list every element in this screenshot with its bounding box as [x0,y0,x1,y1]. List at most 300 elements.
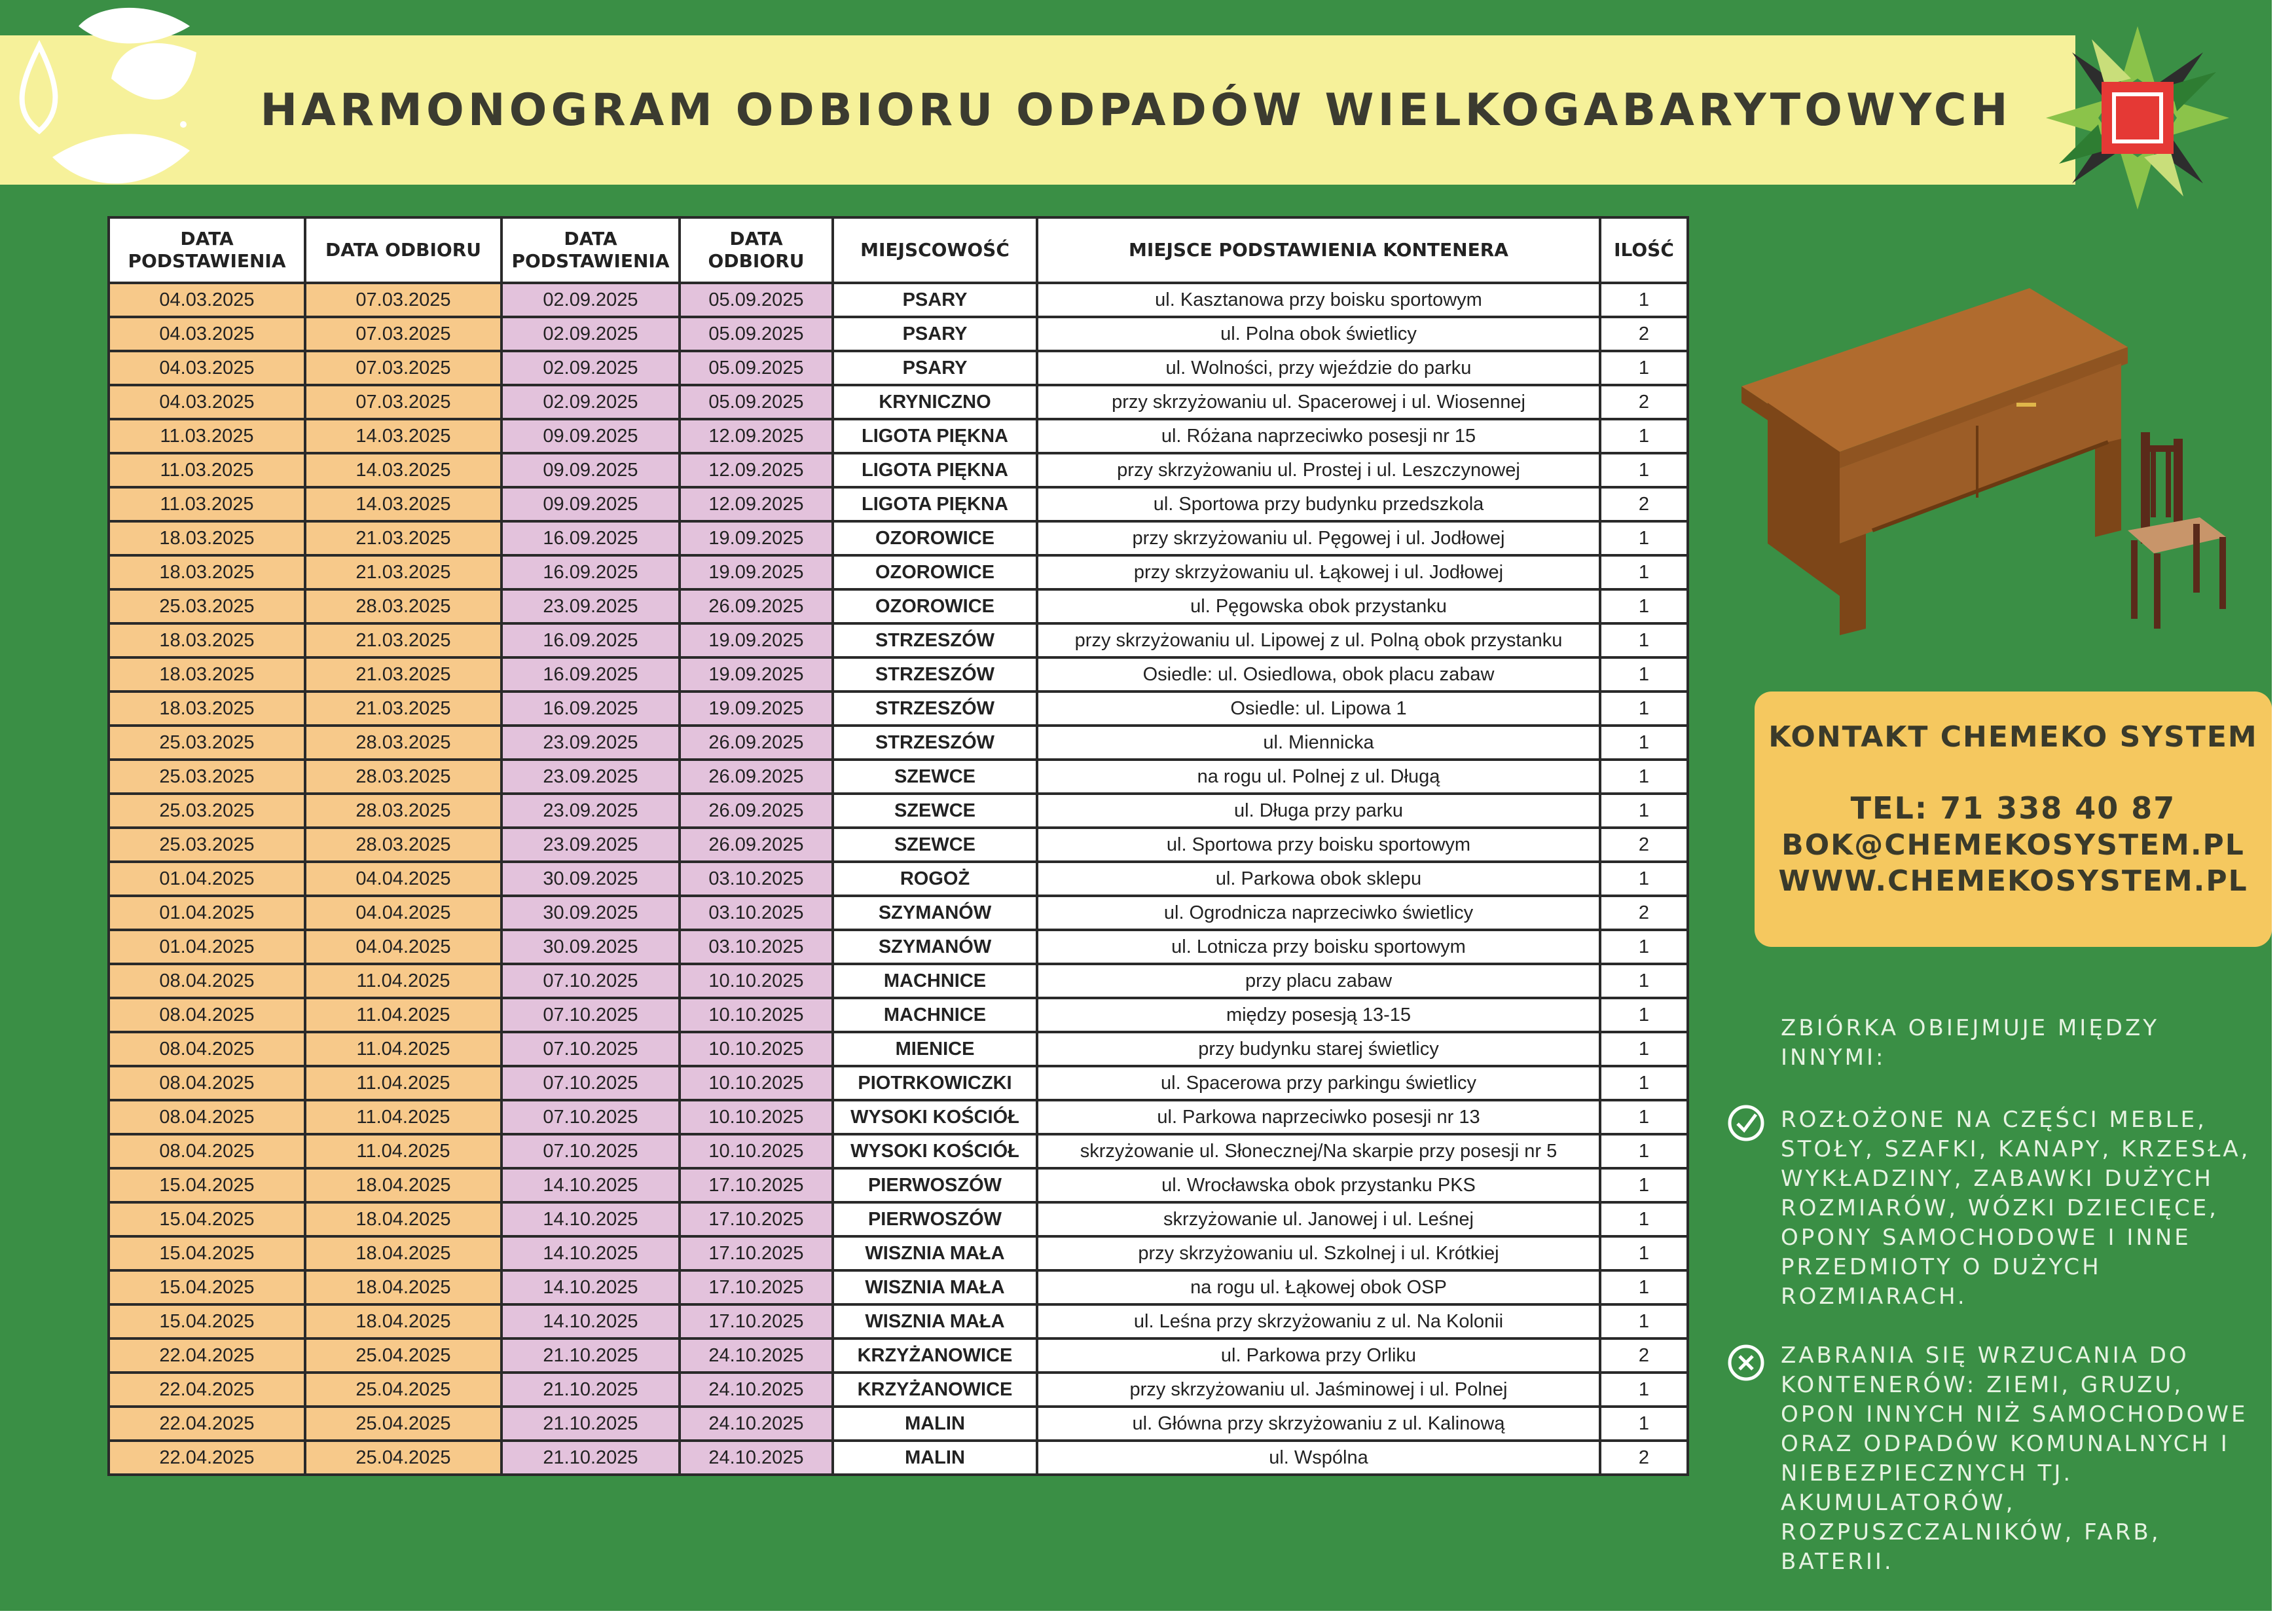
table-row [109,1134,1688,1168]
table-row [109,657,1688,692]
cell-pickup-date-autumn: 19.09.2025 [680,521,833,555]
table-row [109,1066,1688,1100]
cell-pickup-date-spring: 18.04.2025 [305,1168,501,1202]
cell-container-location: ul. Lotnicza przy boisku sportowym [1037,930,1600,964]
cell-container-location: skrzyżowanie ul. Janowej i ul. Leśnej [1037,1202,1600,1236]
cell-delivery-date-autumn: 30.09.2025 [501,930,680,964]
cell-container-location: ul. Sportowa przy budynku przedszkola [1037,487,1600,521]
cell-delivery-date-autumn: 23.09.2025 [501,726,680,760]
cell-delivery-date-spring: 15.04.2025 [109,1304,305,1338]
table-row [109,1407,1688,1441]
cell-locality: SZEWCE [833,794,1037,828]
cell-locality: SZYMANÓW [833,930,1037,964]
cell-delivery-date-autumn: 21.10.2025 [501,1441,680,1475]
cell-container-location: przy placu zabaw [1037,964,1600,998]
info-forbidden: ZABRANIA SIĘ WRZUCANIA DO KONTENERÓW: ZIEMI, GRUZU, OPON INNYCH NIŻ SAMOCHODOWE ORAZ ODPADÓW KOMUNALNYCH I NIEBEZPIECZNYCH TJ. AKUMULATORÓW, ROZPUSZCZALNIKÓW, FARB, BATERII. [1781,1342,2248,1575]
cell-container-location: przy skrzyżowaniu ul. Łąkowej i ul. Jodłowej [1037,555,1600,589]
cell-pickup-date-spring: 21.03.2025 [305,692,501,726]
cell-pickup-date-spring: 18.04.2025 [305,1270,501,1304]
cell-pickup-date-autumn: 05.09.2025 [680,317,833,351]
cell-delivery-date-autumn: 21.10.2025 [501,1407,680,1441]
cell-locality: KRYNICZNO [833,385,1037,419]
cell-container-location: ul. Parkowa obok sklepu [1037,862,1600,896]
cell-quantity: 1 [1600,589,1688,623]
cell-pickup-date-autumn: 10.10.2025 [680,1134,833,1168]
table-row [109,1441,1688,1475]
cell-container-location: przy skrzyżowaniu ul. Lipowej z ul. Polną obok przystanku [1037,623,1600,657]
cell-quantity: 1 [1600,351,1688,385]
cell-locality: WISZNIA MAŁA [833,1304,1037,1338]
cell-pickup-date-spring: 18.04.2025 [305,1202,501,1236]
cell-pickup-date-autumn: 12.09.2025 [680,453,833,487]
cell-pickup-date-autumn: 26.09.2025 [680,760,833,794]
cell-quantity: 1 [1600,794,1688,828]
table-row [109,1100,1688,1134]
cell-locality: MIENICE [833,1032,1037,1066]
cell-pickup-date-autumn: 17.10.2025 [680,1168,833,1202]
cell-pickup-date-spring: 07.03.2025 [305,351,501,385]
cell-container-location: ul. Kasztanowa przy boisku sportowym [1037,283,1600,317]
cell-pickup-date-autumn: 03.10.2025 [680,896,833,930]
table-row [109,385,1688,419]
cell-delivery-date-spring: 18.03.2025 [109,555,305,589]
cell-locality: WYSOKI KOŚCIÓŁ [833,1100,1037,1134]
table-row [109,453,1688,487]
cell-pickup-date-autumn: 19.09.2025 [680,623,833,657]
cell-pickup-date-spring: 28.03.2025 [305,828,501,862]
cell-delivery-date-spring: 08.04.2025 [109,998,305,1032]
cell-delivery-date-spring: 04.03.2025 [109,283,305,317]
cell-delivery-date-spring: 01.04.2025 [109,930,305,964]
contact-heading: KONTAKT CHEMEKO SYSTEM [1768,720,2258,754]
cell-pickup-date-spring: 07.03.2025 [305,283,501,317]
cell-pickup-date-autumn: 26.09.2025 [680,828,833,862]
cell-pickup-date-autumn: 19.09.2025 [680,555,833,589]
cell-pickup-date-spring: 14.03.2025 [305,419,501,453]
cell-delivery-date-spring: 04.03.2025 [109,351,305,385]
cell-pickup-date-autumn: 10.10.2025 [680,1066,833,1100]
cell-pickup-date-spring: 11.04.2025 [305,1066,501,1100]
cell-delivery-date-autumn: 16.09.2025 [501,521,680,555]
cell-quantity: 1 [1600,555,1688,589]
cell-pickup-date-autumn: 10.10.2025 [680,1032,833,1066]
table-row [109,862,1688,896]
cell-container-location: ul. Spacerowa przy parkingu świetlicy [1037,1066,1600,1100]
cell-delivery-date-spring: 01.04.2025 [109,862,305,896]
cell-delivery-date-autumn: 02.09.2025 [501,283,680,317]
cell-pickup-date-autumn: 17.10.2025 [680,1270,833,1304]
table-row [109,760,1688,794]
table-row [109,1373,1688,1407]
folk-star-ornament-icon [2036,20,2239,216]
cell-delivery-date-spring: 08.04.2025 [109,1066,305,1100]
cell-delivery-date-autumn: 14.10.2025 [501,1236,680,1270]
cell-delivery-date-autumn: 30.09.2025 [501,862,680,896]
cell-container-location: Osiedle: ul. Lipowa 1 [1037,692,1600,726]
cell-quantity: 1 [1600,419,1688,453]
cell-quantity: 1 [1600,1236,1688,1270]
cell-locality: SZEWCE [833,760,1037,794]
cell-locality: PSARY [833,283,1037,317]
cell-quantity: 1 [1600,760,1688,794]
cell-pickup-date-spring: 14.03.2025 [305,487,501,521]
cell-delivery-date-autumn: 16.09.2025 [501,623,680,657]
cell-delivery-date-autumn: 23.09.2025 [501,589,680,623]
cell-delivery-date-autumn: 02.09.2025 [501,317,680,351]
cell-quantity: 1 [1600,1134,1688,1168]
cell-delivery-date-autumn: 07.10.2025 [501,998,680,1032]
cell-delivery-date-spring: 22.04.2025 [109,1338,305,1373]
cell-locality: MACHNICE [833,998,1037,1032]
cell-locality: STRZESZÓW [833,692,1037,726]
cell-delivery-date-autumn: 09.09.2025 [501,419,680,453]
contact-website[interactable]: WWW.CHEMEKOSYSTEM.PL [1778,864,2248,898]
cell-delivery-date-spring: 25.03.2025 [109,794,305,828]
cell-delivery-date-autumn: 21.10.2025 [501,1338,680,1373]
cell-pickup-date-spring: 04.04.2025 [305,930,501,964]
cell-pickup-date-spring: 11.04.2025 [305,998,501,1032]
table-row [109,1202,1688,1236]
header-cell: DATA ODBIORU [680,217,833,283]
cell-container-location: ul. Ogrodnicza naprzeciwko świetlicy [1037,896,1600,930]
cell-pickup-date-spring: 14.03.2025 [305,453,501,487]
cell-pickup-date-autumn: 17.10.2025 [680,1236,833,1270]
cell-container-location: ul. Wrocławska obok przystanku PKS [1037,1168,1600,1202]
cell-quantity: 1 [1600,1373,1688,1407]
cell-pickup-date-autumn: 24.10.2025 [680,1338,833,1373]
cell-delivery-date-autumn: 09.09.2025 [501,487,680,521]
info-allowed: ROZŁOŻONE NA CZĘŚCI MEBLE, STOŁY, SZAFKI, KANAPY, KRZESŁA, WYKŁADZINY, ZABAWKI DUŻYCH ROZMIARÓW, WÓZKI DZIECIĘCE, OPONY SAMOCHODOWE I INNE PRZEDMIOTY O DUŻYCH ROZMIARACH. [1781,1107,2251,1310]
cell-container-location: ul. Różana naprzeciwko posesji nr 15 [1037,419,1600,453]
cell-delivery-date-spring: 18.03.2025 [109,692,305,726]
cell-locality: LIGOTA PIĘKNA [833,453,1037,487]
cell-container-location: przy skrzyżowaniu ul. Prostej i ul. Leszczynowej [1037,453,1600,487]
cell-pickup-date-autumn: 24.10.2025 [680,1407,833,1441]
cell-locality: WYSOKI KOŚCIÓŁ [833,1134,1037,1168]
cell-quantity: 2 [1600,487,1688,521]
cell-pickup-date-spring: 21.03.2025 [305,521,501,555]
table-row [109,1032,1688,1066]
cell-delivery-date-spring: 08.04.2025 [109,1100,305,1134]
table-row [109,794,1688,828]
cell-pickup-date-spring: 21.03.2025 [305,555,501,589]
table-row [109,487,1688,521]
table-row [109,1236,1688,1270]
cell-pickup-date-autumn: 12.09.2025 [680,487,833,521]
cell-pickup-date-autumn: 10.10.2025 [680,964,833,998]
cell-locality: MALIN [833,1407,1037,1441]
cell-locality: WISZNIA MAŁA [833,1270,1037,1304]
cell-pickup-date-autumn: 03.10.2025 [680,930,833,964]
cell-quantity: 2 [1600,828,1688,862]
cell-delivery-date-autumn: 16.09.2025 [501,555,680,589]
header-cell: DATA PODSTAWIENIA [501,217,680,283]
table-row [109,896,1688,930]
cell-delivery-date-spring: 01.04.2025 [109,896,305,930]
cell-pickup-date-spring: 28.03.2025 [305,794,501,828]
cell-delivery-date-spring: 25.03.2025 [109,726,305,760]
table-row [109,419,1688,453]
cell-container-location: przy skrzyżowaniu ul. Szkolnej i ul. Krótkiej [1037,1236,1600,1270]
cell-pickup-date-spring: 25.04.2025 [305,1373,501,1407]
cell-container-location: ul. Polna obok świetlicy [1037,317,1600,351]
cell-locality: SZYMANÓW [833,896,1037,930]
cell-locality: PIERWOSZÓW [833,1168,1037,1202]
cell-delivery-date-autumn: 14.10.2025 [501,1270,680,1304]
table-row [109,589,1688,623]
cell-quantity: 1 [1600,453,1688,487]
cell-quantity: 1 [1600,521,1688,555]
cell-delivery-date-autumn: 07.10.2025 [501,1134,680,1168]
cell-quantity: 1 [1600,1168,1688,1202]
cell-quantity: 2 [1600,1338,1688,1373]
schedule-table-wrapper [107,216,1689,1476]
cell-quantity: 2 [1600,317,1688,351]
cell-locality: STRZESZÓW [833,726,1037,760]
cell-container-location: ul. Główna przy skrzyżowaniu z ul. Kalinową [1037,1407,1600,1441]
schedule-body [109,283,1688,1475]
cell-delivery-date-spring: 08.04.2025 [109,1134,305,1168]
cell-locality: PSARY [833,317,1037,351]
cell-delivery-date-spring: 22.04.2025 [109,1407,305,1441]
info-intro: ZBIÓRKA OBIEJMUJE MIĘDZY INNYMI: [1781,1015,2160,1071]
cell-locality: KRZYŻANOWICE [833,1373,1037,1407]
cell-pickup-date-spring: 28.03.2025 [305,589,501,623]
cell-quantity: 1 [1600,657,1688,692]
cell-delivery-date-autumn: 09.09.2025 [501,453,680,487]
cell-pickup-date-autumn: 17.10.2025 [680,1304,833,1338]
table-row [109,623,1688,657]
cell-quantity: 2 [1600,385,1688,419]
cell-pickup-date-autumn: 26.09.2025 [680,794,833,828]
cell-delivery-date-autumn: 23.09.2025 [501,760,680,794]
cell-delivery-date-autumn: 07.10.2025 [501,1032,680,1066]
table-header-row [109,217,1688,283]
cell-delivery-date-autumn: 30.09.2025 [501,896,680,930]
table-row [109,283,1688,317]
cell-container-location: ul. Wspólna [1037,1441,1600,1475]
cell-pickup-date-spring: 28.03.2025 [305,760,501,794]
cell-pickup-date-spring: 21.03.2025 [305,657,501,692]
cell-locality: WISZNIA MAŁA [833,1236,1037,1270]
cell-container-location: ul. Wolności, przy wjeździe do parku [1037,351,1600,385]
cell-delivery-date-autumn: 23.09.2025 [501,794,680,828]
cell-quantity: 1 [1600,1270,1688,1304]
cell-locality: LIGOTA PIĘKNA [833,487,1037,521]
header-cell: MIEJSCOWOŚĆ [833,217,1037,283]
cell-delivery-date-spring: 18.03.2025 [109,623,305,657]
cell-quantity: 1 [1600,930,1688,964]
cell-quantity: 1 [1600,623,1688,657]
cell-quantity: 1 [1600,1407,1688,1441]
table-row [109,1270,1688,1304]
cell-delivery-date-spring: 15.04.2025 [109,1168,305,1202]
cell-container-location: na rogu ul. Łąkowej obok OSP [1037,1270,1600,1304]
cell-container-location: ul. Pęgowska obok przystanku [1037,589,1600,623]
cell-pickup-date-autumn: 05.09.2025 [680,283,833,317]
header-cell: ILOŚĆ [1600,217,1688,283]
cell-locality: OZOROWICE [833,555,1037,589]
cell-delivery-date-autumn: 23.09.2025 [501,828,680,862]
cell-quantity: 1 [1600,1304,1688,1338]
cell-pickup-date-spring: 11.04.2025 [305,964,501,998]
cell-locality: ROGOŻ [833,862,1037,896]
cell-container-location: przy skrzyżowaniu ul. Pęgowej i ul. Jodłowej [1037,521,1600,555]
cell-container-location: przy skrzyżowaniu ul. Jaśminowej i ul. Polnej [1037,1373,1600,1407]
cell-quantity: 1 [1600,1100,1688,1134]
cell-delivery-date-autumn: 07.10.2025 [501,1066,680,1100]
cell-locality: STRZESZÓW [833,623,1037,657]
cell-quantity: 1 [1600,726,1688,760]
cell-delivery-date-spring: 11.03.2025 [109,453,305,487]
cell-locality: PIERWOSZÓW [833,1202,1037,1236]
cell-container-location: na rogu ul. Polnej z ul. Długą [1037,760,1600,794]
cell-delivery-date-spring: 25.03.2025 [109,828,305,862]
cell-delivery-date-autumn: 16.09.2025 [501,657,680,692]
cell-locality: OZOROWICE [833,521,1037,555]
table-row [109,555,1688,589]
cell-quantity: 1 [1600,692,1688,726]
cell-quantity: 1 [1600,1202,1688,1236]
cell-locality: MACHNICE [833,964,1037,998]
cell-quantity: 1 [1600,1032,1688,1066]
cell-pickup-date-spring: 04.04.2025 [305,862,501,896]
table-row [109,964,1688,998]
cell-pickup-date-autumn: 24.10.2025 [680,1373,833,1407]
cell-delivery-date-autumn: 07.10.2025 [501,1100,680,1134]
cell-container-location: ul. Sportowa przy boisku sportowym [1037,828,1600,862]
cell-delivery-date-autumn: 16.09.2025 [501,692,680,726]
cell-container-location: ul. Miennicka [1037,726,1600,760]
cell-pickup-date-spring: 11.04.2025 [305,1134,501,1168]
cell-delivery-date-spring: 15.04.2025 [109,1236,305,1270]
table-row [109,521,1688,555]
cell-delivery-date-spring: 25.03.2025 [109,760,305,794]
table-row [109,1168,1688,1202]
table-row [109,351,1688,385]
cell-pickup-date-autumn: 19.09.2025 [680,657,833,692]
cell-container-location: Osiedle: ul. Osiedlowa, obok placu zabaw [1037,657,1600,692]
cell-pickup-date-spring: 04.04.2025 [305,896,501,930]
cell-pickup-date-autumn: 05.09.2025 [680,351,833,385]
cell-pickup-date-autumn: 03.10.2025 [680,862,833,896]
cell-container-location: ul. Leśna przy skrzyżowaniu z ul. Na Kolonii [1037,1304,1600,1338]
cell-delivery-date-autumn: 21.10.2025 [501,1373,680,1407]
cell-delivery-date-spring: 08.04.2025 [109,1032,305,1066]
cell-pickup-date-autumn: 17.10.2025 [680,1202,833,1236]
cell-delivery-date-autumn: 07.10.2025 [501,964,680,998]
cell-delivery-date-spring: 04.03.2025 [109,385,305,419]
schedule-table [107,216,1689,1476]
cell-container-location: ul. Długa przy parku [1037,794,1600,828]
cell-pickup-date-autumn: 19.09.2025 [680,692,833,726]
cell-pickup-date-spring: 11.04.2025 [305,1100,501,1134]
cell-locality: MALIN [833,1441,1037,1475]
cell-quantity: 1 [1600,1066,1688,1100]
cell-pickup-date-autumn: 24.10.2025 [680,1441,833,1475]
cell-delivery-date-spring: 11.03.2025 [109,487,305,521]
desk-and-chairs-icon [1728,282,2239,648]
cell-delivery-date-autumn: 14.10.2025 [501,1304,680,1338]
cell-container-location: ul. Parkowa naprzeciwko posesji nr 13 [1037,1100,1600,1134]
cell-delivery-date-autumn: 02.09.2025 [501,385,680,419]
contact-phone[interactable]: TEL: 71 338 40 87 [1850,790,2176,826]
cell-container-location: skrzyżowanie ul. Słonecznej/Na skarpie przy posesji nr 5 [1037,1134,1600,1168]
page-title: HARMONOGRAM ODBIORU ODPADÓW WIELKOGABARYTOWYCH [260,84,2012,136]
cell-locality: OZOROWICE [833,589,1037,623]
cell-pickup-date-spring: 18.04.2025 [305,1236,501,1270]
cell-pickup-date-spring: 28.03.2025 [305,726,501,760]
cell-delivery-date-autumn: 14.10.2025 [501,1168,680,1202]
cell-quantity: 2 [1600,1441,1688,1475]
contact-email[interactable]: BOK@CHEMEKOSYSTEM.PL [1781,828,2245,862]
table-row [109,726,1688,760]
cell-locality: PIOTRKOWICZKI [833,1066,1037,1100]
contact-box [1755,692,2272,947]
cell-delivery-date-autumn: 02.09.2025 [501,351,680,385]
cell-pickup-date-spring: 11.04.2025 [305,1032,501,1066]
table-row [109,930,1688,964]
cell-delivery-date-spring: 15.04.2025 [109,1202,305,1236]
cell-delivery-date-spring: 18.03.2025 [109,521,305,555]
cell-container-location: przy budynku starej świetlicy [1037,1032,1600,1066]
cell-quantity: 2 [1600,896,1688,930]
cell-delivery-date-spring: 22.04.2025 [109,1373,305,1407]
check-circle-icon [1727,1104,1765,1142]
cell-quantity: 1 [1600,862,1688,896]
cell-pickup-date-spring: 07.03.2025 [305,317,501,351]
cell-delivery-date-autumn: 14.10.2025 [501,1202,680,1236]
cell-delivery-date-spring: 18.03.2025 [109,657,305,692]
cell-pickup-date-autumn: 26.09.2025 [680,589,833,623]
cell-container-location: między posesją 13-15 [1037,998,1600,1032]
cell-delivery-date-spring: 11.03.2025 [109,419,305,453]
cell-locality: LIGOTA PIĘKNA [833,419,1037,453]
table-row [109,317,1688,351]
cell-pickup-date-spring: 21.03.2025 [305,623,501,657]
cell-pickup-date-spring: 18.04.2025 [305,1304,501,1338]
cell-locality: STRZESZÓW [833,657,1037,692]
cell-pickup-date-autumn: 10.10.2025 [680,998,833,1032]
cell-quantity: 1 [1600,283,1688,317]
cell-pickup-date-spring: 07.03.2025 [305,385,501,419]
cell-pickup-date-spring: 25.04.2025 [305,1407,501,1441]
cell-locality: PSARY [833,351,1037,385]
header-cell: DATA PODSTAWIENIA [109,217,305,283]
cell-delivery-date-spring: 25.03.2025 [109,589,305,623]
table-row [109,828,1688,862]
cell-pickup-date-autumn: 12.09.2025 [680,419,833,453]
table-row [109,692,1688,726]
x-circle-icon [1727,1344,1765,1382]
cell-locality: SZEWCE [833,828,1037,862]
table-row [109,1304,1688,1338]
cell-delivery-date-spring: 22.04.2025 [109,1441,305,1475]
cell-pickup-date-autumn: 26.09.2025 [680,726,833,760]
cell-pickup-date-autumn: 10.10.2025 [680,1100,833,1134]
cell-delivery-date-spring: 15.04.2025 [109,1270,305,1304]
cell-delivery-date-spring: 08.04.2025 [109,964,305,998]
table-row [109,998,1688,1032]
header-cell: DATA ODBIORU [305,217,501,283]
cell-quantity: 1 [1600,964,1688,998]
cell-container-location: ul. Parkowa przy Orliku [1037,1338,1600,1373]
cell-locality: KRZYŻANOWICE [833,1338,1037,1373]
table-row [109,1338,1688,1373]
cell-quantity: 1 [1600,998,1688,1032]
cell-pickup-date-spring: 25.04.2025 [305,1441,501,1475]
cell-pickup-date-autumn: 05.09.2025 [680,385,833,419]
